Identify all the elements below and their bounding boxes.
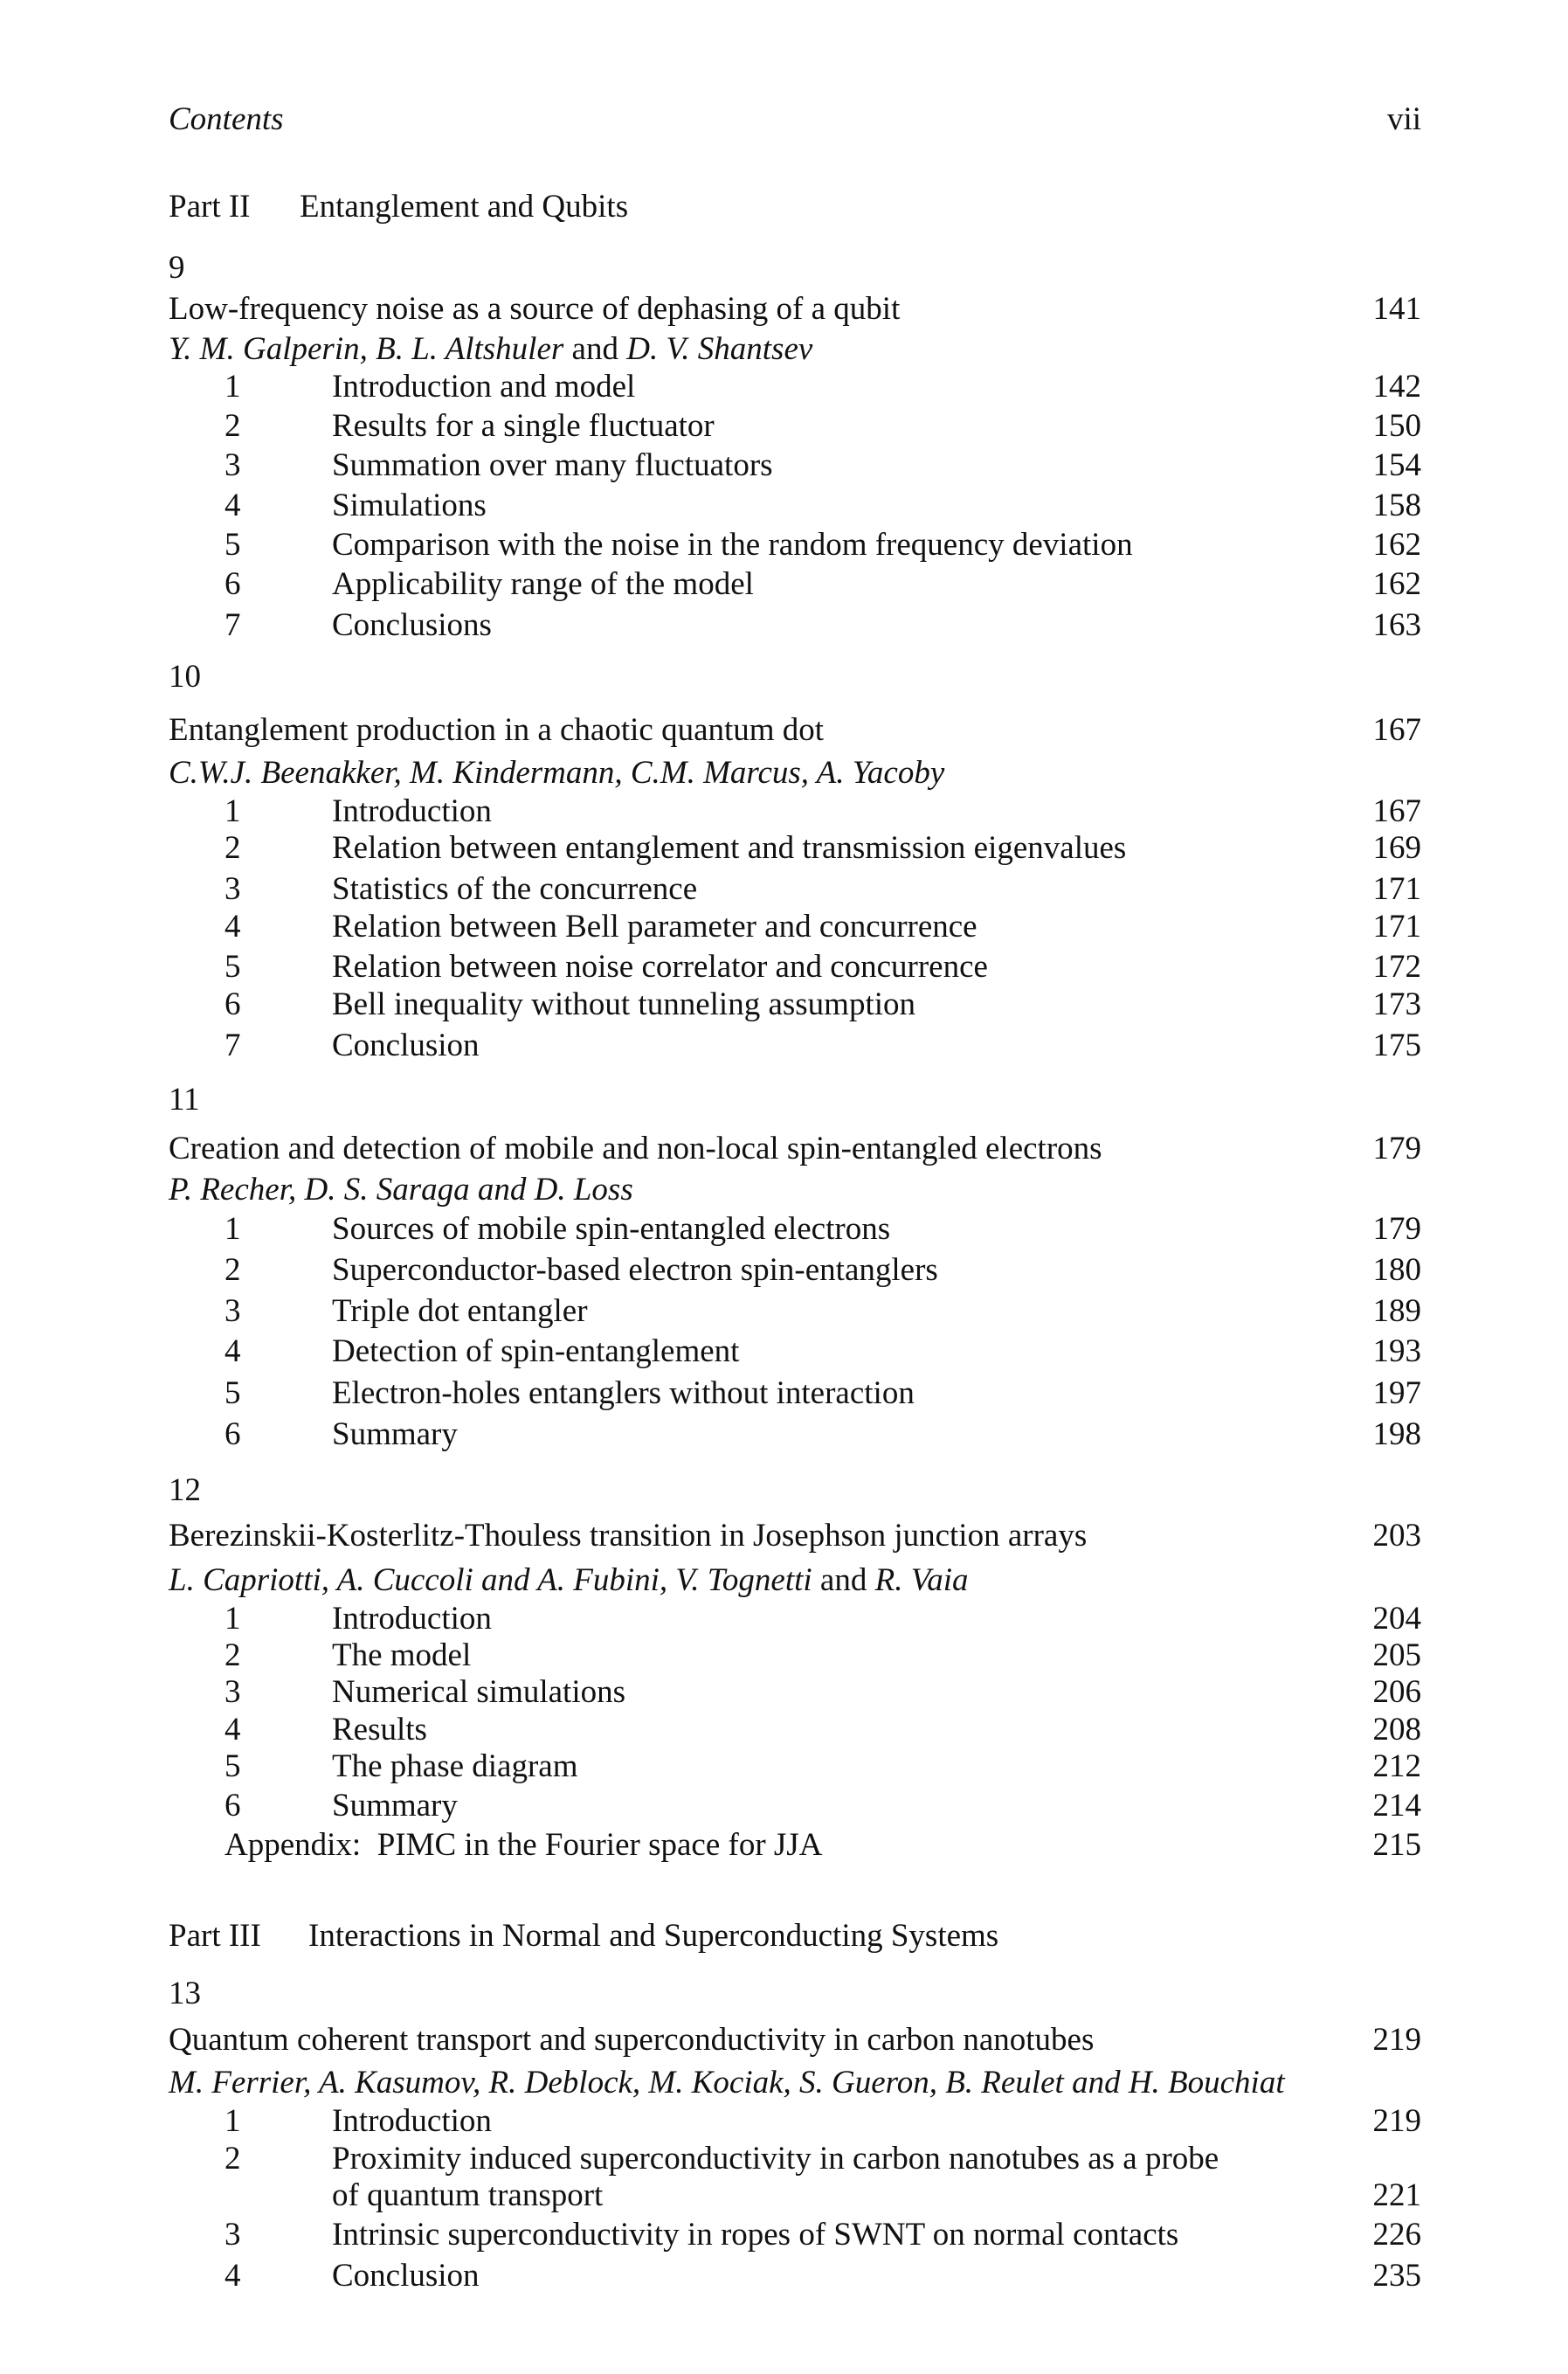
section-title[interactable]: The model — [332, 1637, 472, 1673]
section-row[interactable] — [169, 368, 1421, 406]
section-row[interactable] — [169, 1251, 1421, 1290]
section-title[interactable]: Comparison with the noise in the random frequency deviation — [332, 527, 1133, 563]
chapter-authors — [169, 330, 1421, 369]
section-title[interactable]: Detection of spin-entanglement — [332, 1333, 740, 1369]
section-page: 193 — [1372, 1333, 1421, 1369]
running-header-title: Contents — [169, 101, 284, 137]
section-page: 162 — [1372, 566, 1421, 602]
section-number: 1 — [224, 793, 241, 829]
author-text: P. Recher, D. S. Saraga and D. Loss — [169, 1172, 633, 1208]
part-heading — [169, 188, 1421, 226]
section-page: 142 — [1372, 369, 1421, 405]
section-row[interactable] — [169, 606, 1421, 645]
chapter-page: 167 — [1372, 712, 1421, 748]
part-label: Part III — [169, 1918, 261, 1954]
section-number: 4 — [224, 909, 241, 945]
section-row[interactable] — [169, 1210, 1421, 1249]
chapter-title[interactable]: Low-frequency noise as a source of dephasing of a qubit — [169, 291, 901, 327]
section-row[interactable] — [169, 948, 1421, 986]
section-title[interactable]: Introduction — [332, 793, 492, 829]
section-number: 1 — [224, 2103, 241, 2139]
section-number: 6 — [224, 1416, 241, 1452]
section-page: 158 — [1372, 488, 1421, 523]
section-title[interactable]: Results for a single fluctuator — [332, 408, 715, 444]
section-page: 173 — [1372, 986, 1421, 1022]
section-row[interactable] — [169, 2257, 1421, 2295]
section-title[interactable]: Intrinsic superconductivity in ropes of SWNT on normal contacts — [332, 2217, 1179, 2253]
section-number: 1 — [224, 369, 241, 405]
section-title[interactable]: Conclusion — [332, 1028, 480, 1063]
appendix-page: 215 — [1372, 1827, 1421, 1863]
section-title[interactable]: Summary — [332, 1416, 458, 1452]
section-title[interactable]: Introduction and model — [332, 369, 636, 405]
chapter-number: 13 — [169, 1976, 201, 2011]
section-page: 204 — [1372, 1601, 1421, 1637]
section-row[interactable] — [169, 986, 1421, 1024]
section-title[interactable]: Summary — [332, 1788, 458, 1824]
section-title[interactable]: Statistics of the concurrence — [332, 871, 698, 907]
section-page: 212 — [1372, 1748, 1421, 1784]
section-page: 162 — [1372, 527, 1421, 563]
section-number: 4 — [224, 488, 241, 523]
section-row[interactable] — [169, 1332, 1421, 1371]
section-title[interactable]: Electron-holes entanglers without interaction — [332, 1375, 915, 1411]
section-number: 4 — [224, 1333, 241, 1369]
section-page: 208 — [1372, 1712, 1421, 1748]
section-page: 150 — [1372, 408, 1421, 444]
chapter-title[interactable]: Creation and detection of mobile and non-local spin-entangled electrons — [169, 1131, 1102, 1166]
chapter-authors — [169, 2064, 1421, 2102]
section-row[interactable] — [169, 446, 1421, 485]
appendix-row[interactable] — [169, 1826, 1421, 1865]
section-row[interactable] — [169, 1673, 1421, 1712]
section-page: 171 — [1372, 871, 1421, 907]
section-number: 2 — [224, 1637, 241, 1673]
section-number: 4 — [224, 1712, 241, 1748]
chapter-page: 203 — [1372, 1518, 1421, 1554]
section-page: 180 — [1372, 1252, 1421, 1288]
chapter-number: 9 — [169, 250, 185, 286]
section-row[interactable] — [169, 2216, 1421, 2254]
section-row-continuation[interactable] — [169, 2177, 1421, 2215]
author-text: M. Ferrier, A. Kasumov, R. Deblock, M. Kociak, S. Gueron, B. Reulet and H. Bouchiat — [169, 2065, 1285, 2101]
section-row[interactable] — [169, 792, 1421, 831]
section-page: 219 — [1372, 2103, 1421, 2139]
section-number: 5 — [224, 527, 241, 563]
section-number: 4 — [224, 2258, 241, 2294]
section-title[interactable]: Sources of mobile spin-entangled electrons — [332, 1211, 891, 1247]
section-row[interactable] — [169, 1374, 1421, 1413]
section-title[interactable]: Relation between entanglement and transmission eigenvalues — [332, 830, 1127, 866]
part-label: Part II — [169, 189, 251, 225]
section-row[interactable] — [169, 487, 1421, 525]
chapter-number: 10 — [169, 659, 201, 695]
section-title[interactable]: Proximity induced superconductivity in carbon nanotubes as a probe — [332, 2141, 1219, 2177]
section-number: 3 — [224, 1293, 241, 1329]
section-row[interactable] — [169, 1748, 1421, 1786]
section-number: 6 — [224, 1788, 241, 1824]
section-number: 5 — [224, 1748, 241, 1784]
section-title[interactable]: Superconductor-based electron spin-entanglers — [332, 1252, 938, 1288]
section-title[interactable]: The phase diagram — [332, 1748, 578, 1784]
section-number: 3 — [224, 2217, 241, 2253]
section-number: 2 — [224, 2141, 241, 2177]
section-number: 3 — [224, 871, 241, 907]
author-text: Y. M. Galperin, B. L. Altshuler — [169, 331, 564, 367]
section-number: 1 — [224, 1211, 241, 1247]
section-row[interactable] — [169, 1600, 1421, 1638]
part-title: Interactions in Normal and Superconducting Systems — [308, 1918, 999, 1954]
section-row[interactable] — [169, 2102, 1421, 2141]
author-conjunction: and — [812, 1562, 875, 1598]
page-number: vii — [1386, 101, 1421, 137]
section-number: 5 — [224, 1375, 241, 1411]
author-text: L. Capriotti, A. Cuccoli and A. Fubini, V. Tognetti — [169, 1562, 812, 1598]
section-page: 154 — [1372, 447, 1421, 483]
chapter-title-row[interactable] — [169, 711, 1421, 750]
section-page: 189 — [1372, 1293, 1421, 1329]
section-page: 235 — [1372, 2258, 1421, 2294]
section-title[interactable]: Relation between noise correlator and concurrence — [332, 949, 988, 985]
author-conjunction: and — [563, 331, 627, 367]
section-page: 226 — [1372, 2217, 1421, 2253]
chapter-page: 141 — [1372, 291, 1421, 327]
section-title[interactable]: Summation over many fluctuators — [332, 447, 773, 483]
section-page: 172 — [1372, 949, 1421, 985]
section-page: 197 — [1372, 1375, 1421, 1411]
section-title[interactable]: Relation between Bell parameter and concurrence — [332, 909, 977, 945]
chapter-title[interactable]: Quantum coherent transport and superconductivity in carbon nanotubes — [169, 2022, 1095, 2058]
section-number: 1 — [224, 1601, 241, 1637]
section-page: 163 — [1372, 607, 1421, 643]
chapter-title[interactable]: Entanglement production in a chaotic quantum dot — [169, 712, 825, 748]
section-row[interactable] — [169, 870, 1421, 909]
section-number: 2 — [224, 1252, 241, 1288]
section-page: 169 — [1372, 830, 1421, 866]
section-title[interactable]: Numerical simulations — [332, 1674, 626, 1710]
chapter-title-row[interactable] — [169, 290, 1421, 329]
section-title[interactable]: Bell inequality without tunneling assumption — [332, 986, 916, 1022]
section-row[interactable] — [169, 1027, 1421, 1065]
section-row[interactable] — [169, 565, 1421, 604]
section-number: 3 — [224, 447, 241, 483]
running-header — [169, 100, 1421, 139]
section-page: 206 — [1372, 1674, 1421, 1710]
section-title[interactable]: Results — [332, 1712, 427, 1748]
chapter-page: 219 — [1372, 2022, 1421, 2058]
section-number: 3 — [224, 1674, 241, 1710]
chapter-number: 12 — [169, 1472, 201, 1508]
part-heading — [169, 1917, 1421, 1955]
section-row[interactable] — [169, 407, 1421, 446]
author-text: D. V. Shantsev — [626, 331, 813, 367]
section-page: 175 — [1372, 1028, 1421, 1063]
section-number: 2 — [224, 408, 241, 444]
section-number: 6 — [224, 566, 241, 602]
section-row[interactable] — [169, 908, 1421, 946]
section-number: 5 — [224, 949, 241, 985]
section-title[interactable]: Conclusion — [332, 2258, 480, 2294]
section-title-continuation[interactable]: of quantum transport — [332, 2177, 604, 2213]
section-page: 221 — [1372, 2177, 1421, 2213]
section-row[interactable] — [169, 1415, 1421, 1454]
part-title: Entanglement and Qubits — [300, 189, 629, 225]
section-page: 198 — [1372, 1416, 1421, 1452]
section-page: 171 — [1372, 909, 1421, 945]
section-title[interactable]: Introduction — [332, 1601, 492, 1637]
chapter-authors — [169, 1171, 1421, 1209]
author-text: R. Vaia — [874, 1562, 969, 1598]
appendix-title[interactable]: Appendix: PIMC in the Fourier space for JJA — [224, 1827, 823, 1863]
chapter-number: 11 — [169, 1082, 200, 1118]
section-page: 205 — [1372, 1637, 1421, 1673]
section-row[interactable] — [169, 1787, 1421, 1825]
section-title[interactable]: Simulations — [332, 488, 487, 523]
section-row[interactable] — [169, 1292, 1421, 1331]
chapter-authors — [169, 754, 1421, 792]
section-number: 7 — [224, 607, 241, 643]
chapter-title-row[interactable] — [169, 1130, 1421, 1168]
chapter-authors — [169, 1561, 1421, 1600]
section-row[interactable] — [169, 829, 1421, 868]
section-title[interactable]: Conclusions — [332, 607, 492, 643]
section-number: 2 — [224, 830, 241, 866]
section-page: 179 — [1372, 1211, 1421, 1247]
chapter-title-row[interactable] — [169, 1517, 1421, 1555]
section-page: 167 — [1372, 793, 1421, 829]
section-title[interactable]: Introduction — [332, 2103, 492, 2139]
section-row[interactable] — [169, 2140, 1421, 2178]
chapter-title[interactable]: Berezinskii-Kosterlitz-Thouless transition in Josephson junction arrays — [169, 1518, 1088, 1554]
chapter-title-row[interactable] — [169, 2021, 1421, 2059]
author-text: C.W.J. Beenakker, M. Kindermann, C.M. Marcus, A. Yacoby — [169, 755, 945, 791]
chapter-page: 179 — [1372, 1131, 1421, 1166]
section-title[interactable]: Triple dot entangler — [332, 1293, 588, 1329]
section-number: 7 — [224, 1028, 241, 1063]
section-page: 214 — [1372, 1788, 1421, 1824]
section-row[interactable] — [169, 1711, 1421, 1749]
section-row[interactable] — [169, 526, 1421, 564]
section-title[interactable]: Applicability range of the model — [332, 566, 754, 602]
section-number: 6 — [224, 986, 241, 1022]
section-row[interactable] — [169, 1637, 1421, 1675]
